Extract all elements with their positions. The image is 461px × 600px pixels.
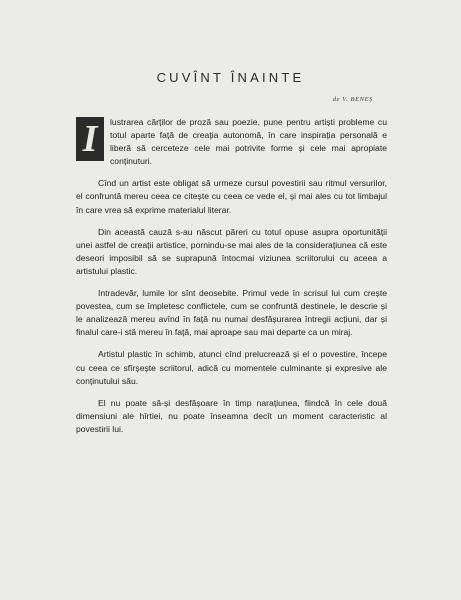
paragraph-3: Din această cauză s-au născut păreri cu totul opuse asupra oportunității unei astfel de creații artistice, pornindu-se mai ales de la considerațiunea că este deseori imposibil să se suprapună întocmai viziunea scriitorului cu aceea a artistului plastic. (76, 226, 387, 276)
author-byline: de V. BENEȘ (332, 96, 373, 103)
paragraph-2: Cînd un artist este obligat să urmeze cursul povestirii sau ritmul versurilor, el confruntă mereu ceea ce citește cu ceea ce vede el, și mai ales cu tot limbajul în care vrea să exprime materialul literar. (76, 178, 387, 215)
paragraph-1: I lustrarea cărților de proză sau poezie, pune pentru artiști probleme cu totul aparte față de creația autonomă, în care inspirația personală e liberă să cerceteze cele mai potrivite forme și cele mai apropiate conținuturi. (76, 116, 387, 168)
body-text (76, 116, 387, 445)
paragraph-5: Artistul plastic în schimb, atunci cînd prelucrează și el o povestire, începe cu ceea ce sfîrșește scriitorul, adică cu momentele culminante și expresive ale conținutului său. (76, 349, 387, 386)
decorative-dropcap: I (76, 117, 104, 161)
page-title: CUVÎNT ÎNAINTE (156, 70, 305, 85)
paragraph-4: Intradevăr, lumile lor sînt deosebite. Primul vede în scrisul lui cum crește povestea, cum se împletesc conflictele, cum se confruntă destinele, le descrie și le analizează mereu avînd în față nu numai desfășurarea întregii acțiuni, dar și finalul care-i stă mereu în față, mai aproape sau mai departe ca un miraj. (76, 288, 387, 338)
paragraph-6: El nu poate să-și desfășoare în timp narațiunea, fiindcă în cele două dimensiuni ale hîrtiei, nu poate înseamna decît un moment caracteristic al povestirii lui. (76, 397, 387, 434)
